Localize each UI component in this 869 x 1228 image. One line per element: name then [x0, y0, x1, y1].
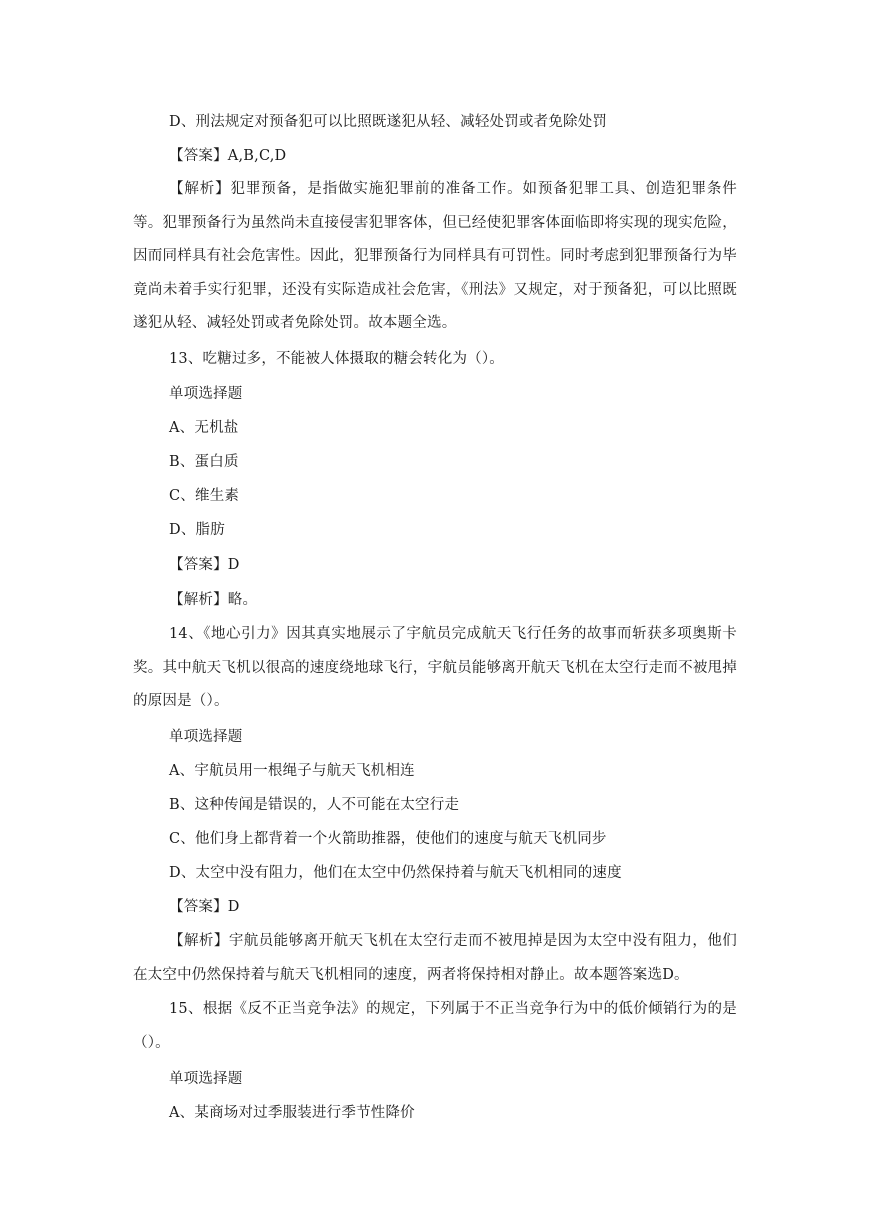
q14-option-d: D、太空中没有阻力，他们在太空中仍然保持着与航天飞机相同的速度: [169, 865, 622, 881]
q13-option-b: B、蛋白质: [169, 454, 239, 470]
q13-answer: 【答案】D: [169, 557, 240, 573]
q13-option-d: D、脂肪: [169, 522, 225, 538]
q14-option-c: C、他们身上都背着一个火箭助推器，使他们的速度与航天飞机同步: [169, 831, 607, 847]
q14-type: 单项选择题: [169, 729, 243, 745]
q12-analysis: 【解析】犯罪预备，是指做实施犯罪前的准备工作。如预备犯罪工具、创造犯罪条件等。犯罪预备行为虽然尚未直接侵害犯罪客体，但已经使犯罪客体面临即将实现的现实危险，因而同样具有社会危害性。因此，犯罪预备行为同样具有可罚性。同时考虑到犯罪预备行为毕竟尚未着手实行犯罪，还没有实际造成社会危害，《刑法》又规定，对于预备犯，可以比照既遂犯从轻、减轻处罚或者免除处罚。故本题全选。: [133, 181, 737, 331]
q13-option-a: A、无机盐: [169, 420, 239, 436]
q15-option-a: A、某商场对过季服装进行季节性降价: [169, 1105, 415, 1121]
q14-answer: 【答案】D: [169, 899, 240, 915]
q12-option-d: D、刑法规定对预备犯可以比照既遂犯从轻、减轻处罚或者免除处罚: [169, 114, 608, 130]
q12-answer: 【答案】A,B,C,D: [169, 148, 287, 164]
q15-type: 单项选择题: [169, 1071, 243, 1087]
q13-question: 13、吃糖过多，不能被人体摄取的糖会转化为（）。: [169, 351, 504, 367]
q13-option-c: C、维生素: [169, 488, 240, 504]
q14-analysis: 【解析】宇航员能够离开航天飞机在太空行走而不被甩掉是因为太空中没有阻力，他们在太空中仍然保持着与航天飞机相同的速度，两者将保持相对静止。故本题答案选D。: [133, 933, 737, 983]
q14-option-b: B、这种传闻是错误的，人不可能在太空行走: [169, 797, 460, 813]
q13-analysis: 【解析】略。: [169, 592, 258, 608]
q14-question: 14、《地心引力》因其真实地展示了宇航员完成航天飞行任务的故事而斩获多项奥斯卡奖。其中航天飞机以很高的速度绕地球飞行，宇航员能够离开航天飞机在太空行走而不被甩掉的原因是（）。: [133, 626, 737, 709]
q15-question: 15、根据《反不正当竞争法》的规定，下列属于不正当竞争行为中的低价倾销行为的是（）。: [133, 1001, 737, 1051]
q14-option-a: A、宇航员用一根绳子与航天飞机相连: [169, 763, 415, 779]
q13-type: 单项选择题: [169, 386, 243, 402]
